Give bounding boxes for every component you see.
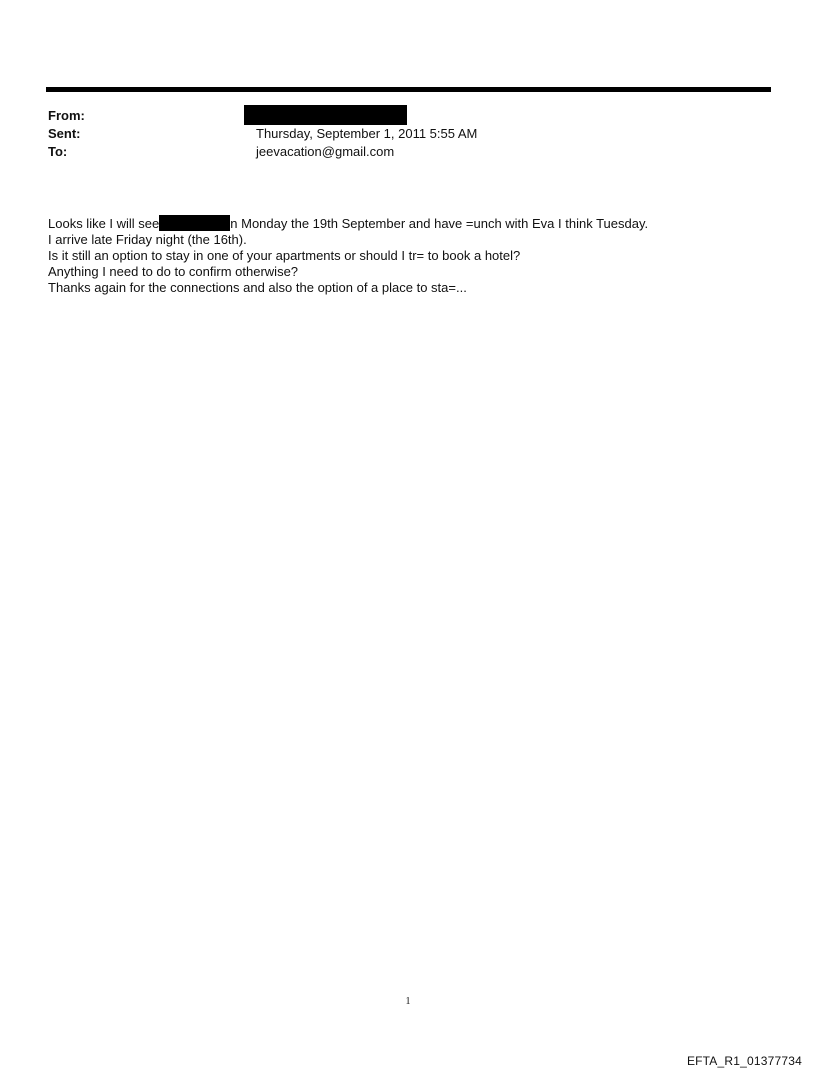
- email-header: [48, 107, 748, 161]
- body-line-4: Anything I need to do to confirm otherwise?: [48, 264, 299, 279]
- sent-row: [48, 125, 748, 143]
- redaction-block: [159, 215, 230, 231]
- bates-number: EFTA_R1_01377734: [686, 1054, 802, 1068]
- body-line-1-end: n Monday the 19th September and have =unch with Eva I think Tuesday.: [230, 216, 649, 231]
- to-value: jeevacation@gmail.com: [256, 144, 395, 159]
- body-line-1: [48, 215, 768, 232]
- body-line-2: I arrive late Friday night (the 16th).: [48, 232, 247, 247]
- page-number: 1: [405, 996, 411, 1007]
- sent-label: Sent:: [48, 126, 81, 141]
- from-row: [48, 107, 748, 125]
- header-rule: [46, 87, 771, 92]
- sent-value: Thursday, September 1, 2011 5:55 AM: [256, 126, 478, 141]
- body-line-3: Is it still an option to stay in one of your apartments or should I tr= to book a hotel?: [48, 248, 521, 263]
- redaction-block: [244, 105, 407, 125]
- body-line-1-start: Looks like I will see: [48, 216, 160, 231]
- from-label: From:: [48, 108, 85, 123]
- to-label: To:: [48, 144, 68, 159]
- email-body: [48, 215, 768, 296]
- body-line-5: Thanks again for the connections and also the option of a place to sta=...: [48, 280, 467, 295]
- to-row: [48, 143, 748, 161]
